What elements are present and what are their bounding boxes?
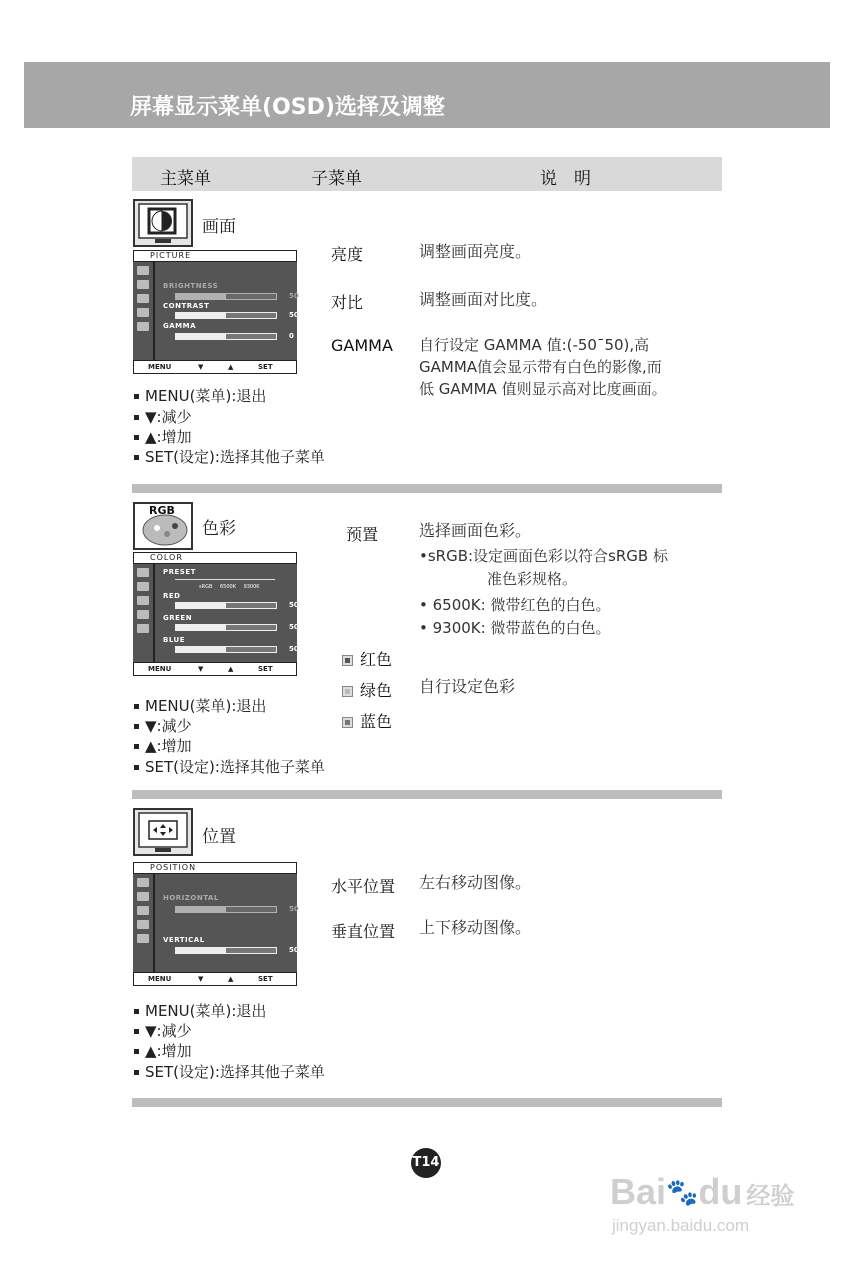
- bullet-item: SET(设定):选择其他子菜单: [134, 446, 325, 467]
- desc-preset-srgb-cont: 准色彩规格。: [487, 570, 578, 588]
- osd-color: [133, 552, 297, 676]
- osd-value: 50: [289, 311, 299, 319]
- header-sub-menu: 子菜单: [311, 169, 362, 189]
- osd-label: HORIZONTAL: [163, 894, 219, 902]
- osd-label: BRIGHTNESS: [163, 282, 219, 290]
- header-main-menu: 主菜单: [160, 169, 211, 189]
- osd-body: [155, 874, 297, 974]
- osd-footer: MENU ▼ ▲ SET: [133, 972, 297, 986]
- rgb-icon-label: RGB: [149, 504, 175, 517]
- osd-slider: [175, 624, 277, 631]
- osd-side-icons: [133, 564, 153, 664]
- bullet-item: MENU(菜单):退出: [134, 385, 266, 406]
- osd-label: VERTICAL: [163, 936, 205, 944]
- osd-label: RED: [163, 592, 181, 600]
- watermark-url: jingyan.baidu.com: [612, 1216, 750, 1235]
- bullet-item: ▲:增加: [134, 735, 192, 756]
- osd-side-icons: [133, 262, 153, 362]
- sub-preset: 预置: [346, 525, 379, 544]
- sub-green: 绿色: [342, 678, 392, 701]
- osd-title: POSITION: [133, 862, 297, 874]
- osd-slider: [175, 646, 277, 653]
- sub-blue: 蓝色: [342, 709, 392, 732]
- desc-contrast: 调整画面对比度。: [419, 290, 548, 309]
- sub-brightness: 亮度: [331, 245, 364, 264]
- osd-slider: [175, 602, 277, 609]
- section-divider: [132, 1098, 722, 1107]
- menu-name-position: 位置: [202, 827, 236, 847]
- osd-slider: [175, 947, 277, 954]
- osd-preset-ticks: sRGB 6500K 9300K: [199, 584, 260, 590]
- sub-red: 红色: [342, 647, 392, 670]
- bullet-item: MENU(菜单):退出: [134, 695, 266, 716]
- osd-label: BLUE: [163, 636, 186, 644]
- osd-slider: [175, 312, 277, 319]
- osd-title: COLOR: [133, 552, 297, 564]
- page-number: T14: [411, 1148, 441, 1178]
- osd-value: 50: [289, 623, 299, 631]
- menu-name-picture: 画面: [202, 217, 236, 237]
- osd-body: [155, 262, 297, 362]
- green-swatch-icon: [342, 686, 353, 697]
- sub-vertical: 垂直位置: [331, 922, 396, 941]
- bullet-item: ▼:减少: [134, 715, 192, 736]
- desc-preset-srgb: •sRGB:设定画面色彩以符合sRGB 标: [419, 547, 668, 565]
- osd-title: PICTURE: [133, 250, 297, 262]
- osd-label: CONTRAST: [163, 302, 210, 310]
- osd-value: 0: [289, 332, 294, 340]
- sub-horizontal: 水平位置: [331, 877, 396, 896]
- blue-swatch-icon: [342, 717, 353, 728]
- desc-preset-9300k: • 9300K: 微带蓝色的白色。: [419, 619, 611, 637]
- desc-gamma-line: 自行设定 GAMMA 值:(-50¯50),高: [419, 336, 650, 354]
- osd-value: 50: [289, 946, 299, 954]
- osd-slider: [175, 906, 277, 913]
- osd-body: [155, 564, 297, 664]
- section-divider: [132, 484, 722, 493]
- bullet-item: SET(设定):选择其他子菜单: [134, 1061, 325, 1082]
- paw-icon: 🐾: [666, 1177, 699, 1207]
- position-icon: [133, 808, 193, 856]
- section-divider: [132, 790, 722, 799]
- osd-footer: MENU ▼ ▲ SET: [133, 360, 297, 374]
- osd-footer: MENU ▼ ▲ SET: [133, 662, 297, 676]
- osd-preset-line: [175, 579, 275, 580]
- osd-value: 50: [289, 905, 299, 913]
- bullet-item: ▼:减少: [134, 1020, 192, 1041]
- osd-slider: [175, 293, 277, 300]
- desc-custom-color: 自行设定色彩: [419, 677, 516, 696]
- menu-name-color: 色彩: [202, 519, 236, 539]
- osd-value: 50: [289, 601, 299, 609]
- osd-picture: [133, 250, 297, 374]
- sub-contrast: 对比: [331, 293, 364, 312]
- page-title: 屏幕显示菜单(OSD)选择及调整: [130, 95, 445, 120]
- osd-slider: [175, 333, 277, 340]
- bullet-item: SET(设定):选择其他子菜单: [134, 756, 325, 777]
- desc-horizontal: 左右移动图像。: [419, 873, 532, 892]
- table-header: [132, 157, 722, 191]
- sub-gamma: GAMMA: [331, 336, 393, 355]
- desc-vertical: 上下移动图像。: [419, 918, 532, 937]
- osd-label: GAMMA: [163, 322, 197, 330]
- bullet-item: ▼:减少: [134, 406, 192, 427]
- desc-preset-6500k: • 6500K: 微带红色的白色。: [419, 596, 611, 614]
- desc-preset: 选择画面色彩。: [419, 521, 532, 540]
- bullet-item: ▲:增加: [134, 426, 192, 447]
- osd-value: 50: [289, 645, 299, 653]
- osd-label: PRESET: [163, 568, 196, 576]
- osd-label: GREEN: [163, 614, 193, 622]
- bullet-item: MENU(菜单):退出: [134, 1000, 266, 1021]
- osd-value: 50: [289, 292, 299, 300]
- osd-position: [133, 862, 297, 986]
- watermark-logo: Bai🐾du 经验: [610, 1171, 795, 1212]
- desc-brightness: 调整画面亮度。: [419, 242, 532, 261]
- picture-icon: [133, 199, 193, 247]
- red-swatch-icon: [342, 655, 353, 666]
- header-description: 说 明: [540, 169, 591, 189]
- osd-side-icons: [133, 874, 153, 974]
- desc-gamma-line: GAMMA值会显示带有白色的影像,而: [419, 358, 662, 376]
- rgb-icon: [133, 502, 193, 550]
- desc-gamma-line: 低 GAMMA 值则显示高对比度画面。: [419, 380, 667, 398]
- bullet-item: ▲:增加: [134, 1040, 192, 1061]
